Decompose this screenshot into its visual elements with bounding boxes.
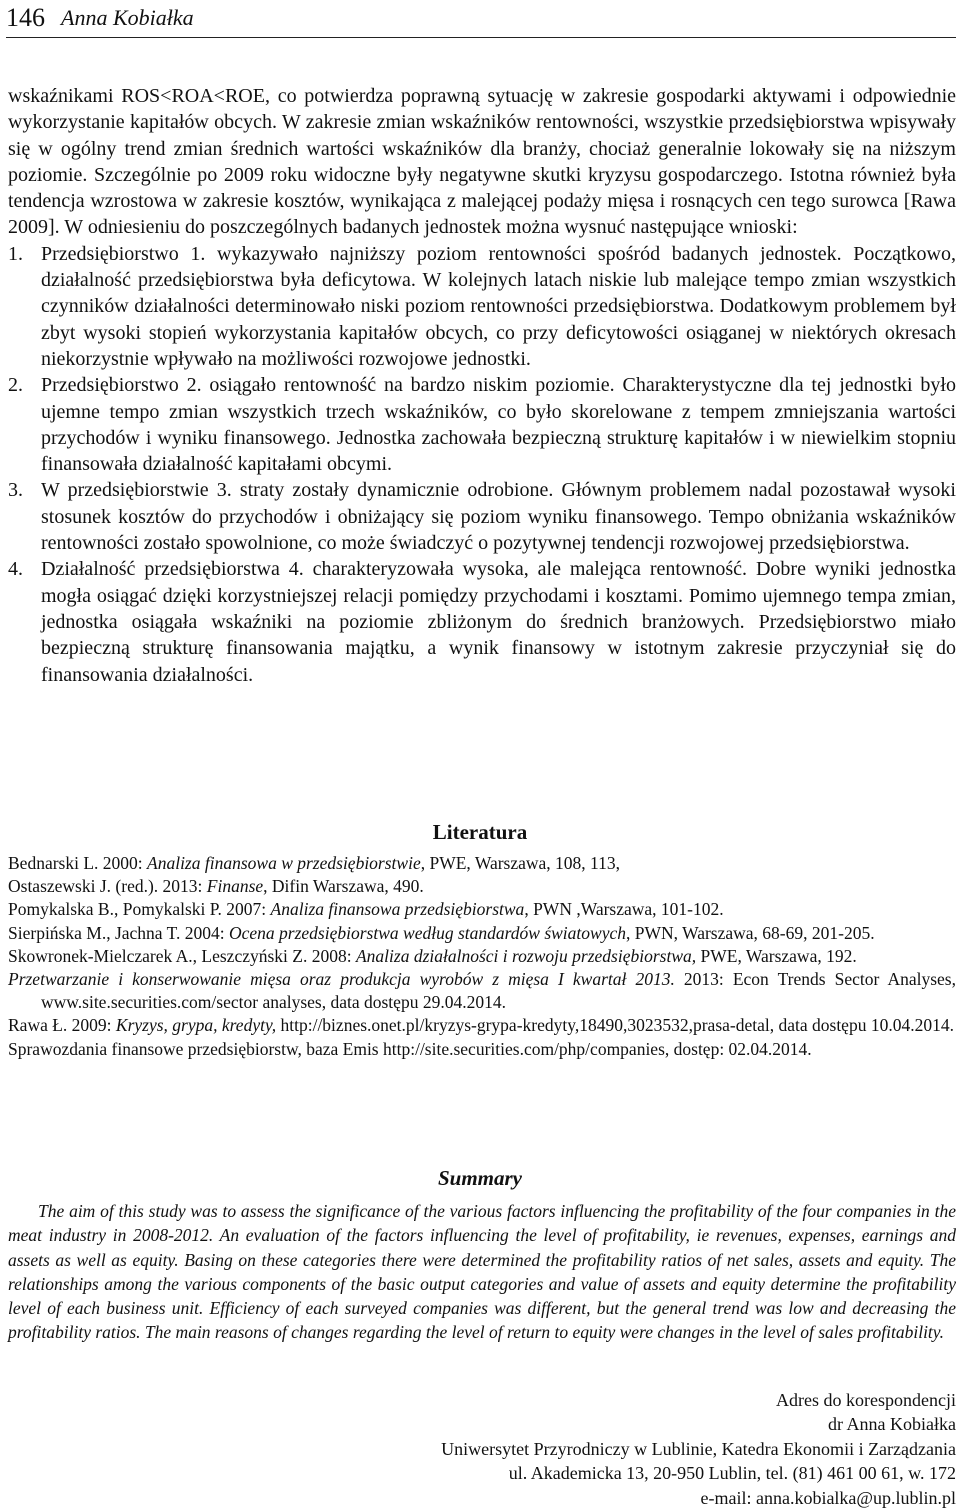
correspondence-address — [441, 1388, 956, 1510]
ref-pre: Pomykalska B., Pomykalski P. 2007: — [8, 899, 271, 920]
conclusion-item — [8, 372, 956, 477]
ref-pre: Rawa Ł. 2009: — [8, 1015, 116, 1036]
reference-item — [8, 898, 956, 921]
ref-title: Analiza działalności i rozwoju przedsiębiorstwa, — [355, 945, 697, 966]
ref-title: Ocena przedsiębiorstwa według standardów światowych — [229, 922, 626, 943]
ref-post: , Difin Warszawa, 490. — [263, 876, 424, 897]
summary-heading: Summary — [437, 1166, 523, 1190]
references-heading: Literatura — [432, 820, 528, 844]
header-rule — [6, 37, 956, 38]
ref-post: PWE, Warszawa, 192. — [696, 945, 857, 966]
address-email: e-mail: anna.kobialka@up.lublin.pl — [700, 1487, 956, 1508]
ref-post: , PWE, Warszawa, 108, 113, — [420, 853, 621, 873]
item-number: 1. — [8, 242, 23, 265]
ref-post: , PWN, Warszawa, 68-69, 201-205. — [626, 922, 875, 943]
address-institution: Uniwersytet Przyrodniczy w Lublinie, Katedra Ekonomii i Zarządzania — [441, 1438, 956, 1459]
conclusion-item — [8, 477, 956, 556]
item-number: 3. — [8, 479, 23, 502]
conclusion-item — [8, 556, 956, 687]
item-text: Działalność przedsiębiorstwa 4. charakteryzowała wysoka, ale malejąca rentowność. Dobre wyniki jednostka mogła osiągać dzięki korzystniejszej relacji pomiędzy przychodami i kosztami. Pomimo ujemnego tempa zmian, jednostka osiągała wskaźniki na poziomie zbliżonym do średnich branżowych. Przedsiębiorstwo miało bezpieczną strukturę finansowania majątku, a wynik finansowy w istotnym zakresie przyczyniał się do finansowania działalności. — [41, 558, 956, 686]
item-number: 2. — [8, 374, 23, 397]
ref-pre: Bednarski L. 2000: — [8, 853, 148, 873]
reference-item — [8, 1038, 956, 1061]
reference-item — [8, 968, 956, 1014]
ref-title: Analiza finansowa przedsiębiorstwa — [270, 899, 525, 920]
item-text: W przedsiębiorstwie 3. straty zostały dynamicznie odrobione. Głównym problemem nadal pozostawał wysoki stosunek kosztów do przychodów i obniżający się poziom wyniku finansowego. Tempo obniżania wskaźników rentowności zostało spowolnione, co może świadczyć o pozytywnej tendencji rozwojowej przedsiębiorstwa. — [41, 479, 956, 555]
ref-title: Finanse — [206, 876, 264, 897]
reference-item — [8, 1014, 956, 1037]
reference-item — [8, 852, 956, 875]
ref-pre: Sprawozdania finansowe przedsiębiorstw, baza Emis http://site.securities.com/php/companies, dostęp: 02.04.2014. — [8, 1038, 812, 1059]
ref-post: http://biznes.onet.pl/kryzys-grypa-kredyty,18490,3023532,prasa-detal, data dostępu 10.04.2014. — [276, 1015, 954, 1036]
item-text: Przedsiębiorstwo 2. osiągało rentowność na bardzo niskim poziomie. Charakterystyczne dla tej jednostki było ujemne tempo zmian wszystkich trzech wskaźników, co było skorelowane z tempem zmniejszania wartości przychodów i wyniku finansowego. Jednostka zachowała bezpieczną strukturę kapitałów i w niewielkim stopniu finansowała działalność kapitałami obcymi. — [41, 374, 956, 476]
ref-title: Kryzys, grypa, kredyty, — [115, 1015, 277, 1036]
reference-item — [8, 875, 956, 898]
address-author: dr Anna Kobiałka — [828, 1414, 956, 1435]
ref-pre: Sierpińska M., Jachna T. 2004: — [8, 922, 229, 943]
item-number: 4. — [8, 558, 23, 581]
conclusion-item — [8, 241, 956, 372]
page-number: 146 — [6, 3, 45, 32]
main-text — [8, 83, 956, 688]
reference-item — [8, 922, 956, 945]
ref-title: Analiza finansowa w przedsiębiorstwie — [147, 853, 421, 873]
running-head-author: Anna Kobiałka — [61, 5, 194, 30]
references-list — [8, 852, 956, 1061]
address-street: ul. Akademicka 13, 20-950 Lublin, tel. (81) 461 00 61, w. 172 — [508, 1463, 956, 1484]
item-text: Przedsiębiorstwo 1. wykazywało najniższy poziom rentowności spośród badanych jednostek. Początkowo, działalność przedsiębiorstwa była deficytowa. W kolejnych latach niskie lub malejące tempo zmian wszystkich czynników działalności determinowało niski poziom rentowności przedsiębiorstwa. Dodatkowym problemem był zbyt wysoki stopień wykorzystania kapitałów obcych, co przy deficytowości osiąganej w niektórych okresach niekorzystnie wpływało na możliwości rozwojowe jednostki. — [41, 242, 956, 370]
intro-paragraph: wskaźnikami ROS<ROA<ROE, co potwierdza poprawną sytuację w zakresie gospodarki aktywami i odpowiednie wykorzystanie kapitałów obcych. W zakresie zmian wskaźników rentowności, wszystkie przedsiębiorstwa wpisywały się w ogólny trend zmian średnich wartości wskaźników dla branży, chociaż generalnie lokowały się na niższym poziomie. Szczególnie po 2009 roku widoczne były negatywne skutki kryzysu gospodarczego. Istotna również była tendencja wzrostowa w zakresie kosztów, wynikająca z malejącej podaży mięsa i rosnących cen tego surowca [Rawa 2009]. W odniesieniu do poszczególnych badanych jednostek można wysnuć następujące wnioski: — [8, 85, 956, 239]
reference-item — [8, 945, 956, 968]
ref-pre: Skowronek-Mielczarek A., Leszczyński Z. 2008: — [8, 945, 356, 966]
ref-title: Przetwarzanie i konserwowanie mięsa oraz produkcja wyrobów z mięsa I kwartał 2013. — [8, 969, 675, 990]
ref-post: , PWN ,Warszawa, 101-102. — [524, 899, 724, 920]
ref-pre: Ostaszewski J. (red.). 2013: — [8, 876, 207, 897]
address-label: Adres do korespondencji — [776, 1390, 956, 1410]
ref-post: 2013: Econ Trends Sector Analyses, www.site.securities.com/sector analyses, data dostępu 29.04.2014. — [41, 969, 956, 1013]
page-header — [6, 0, 956, 36]
summary-text: The aim of this study was to assess the significance of the various factors influencing the profitability of the four companies in the meat industry in 2008-2012. An evaluation of the factors influencing the level of profitability, ie revenues, expenses, earnings and assets as well as equity. Basing on these categories there were determined the profitability ratios of net sales, assets and equity. The relationships among the various components of the basic output categories and value of assets and equity determine the profitability level of each business unit. Efficiency of each surveyed companies was different, but the general trend was low and decreasing the profitability ratios. The main reasons of changes regarding the level of return to equity were changes in the level of sales profitability. — [8, 1201, 956, 1343]
